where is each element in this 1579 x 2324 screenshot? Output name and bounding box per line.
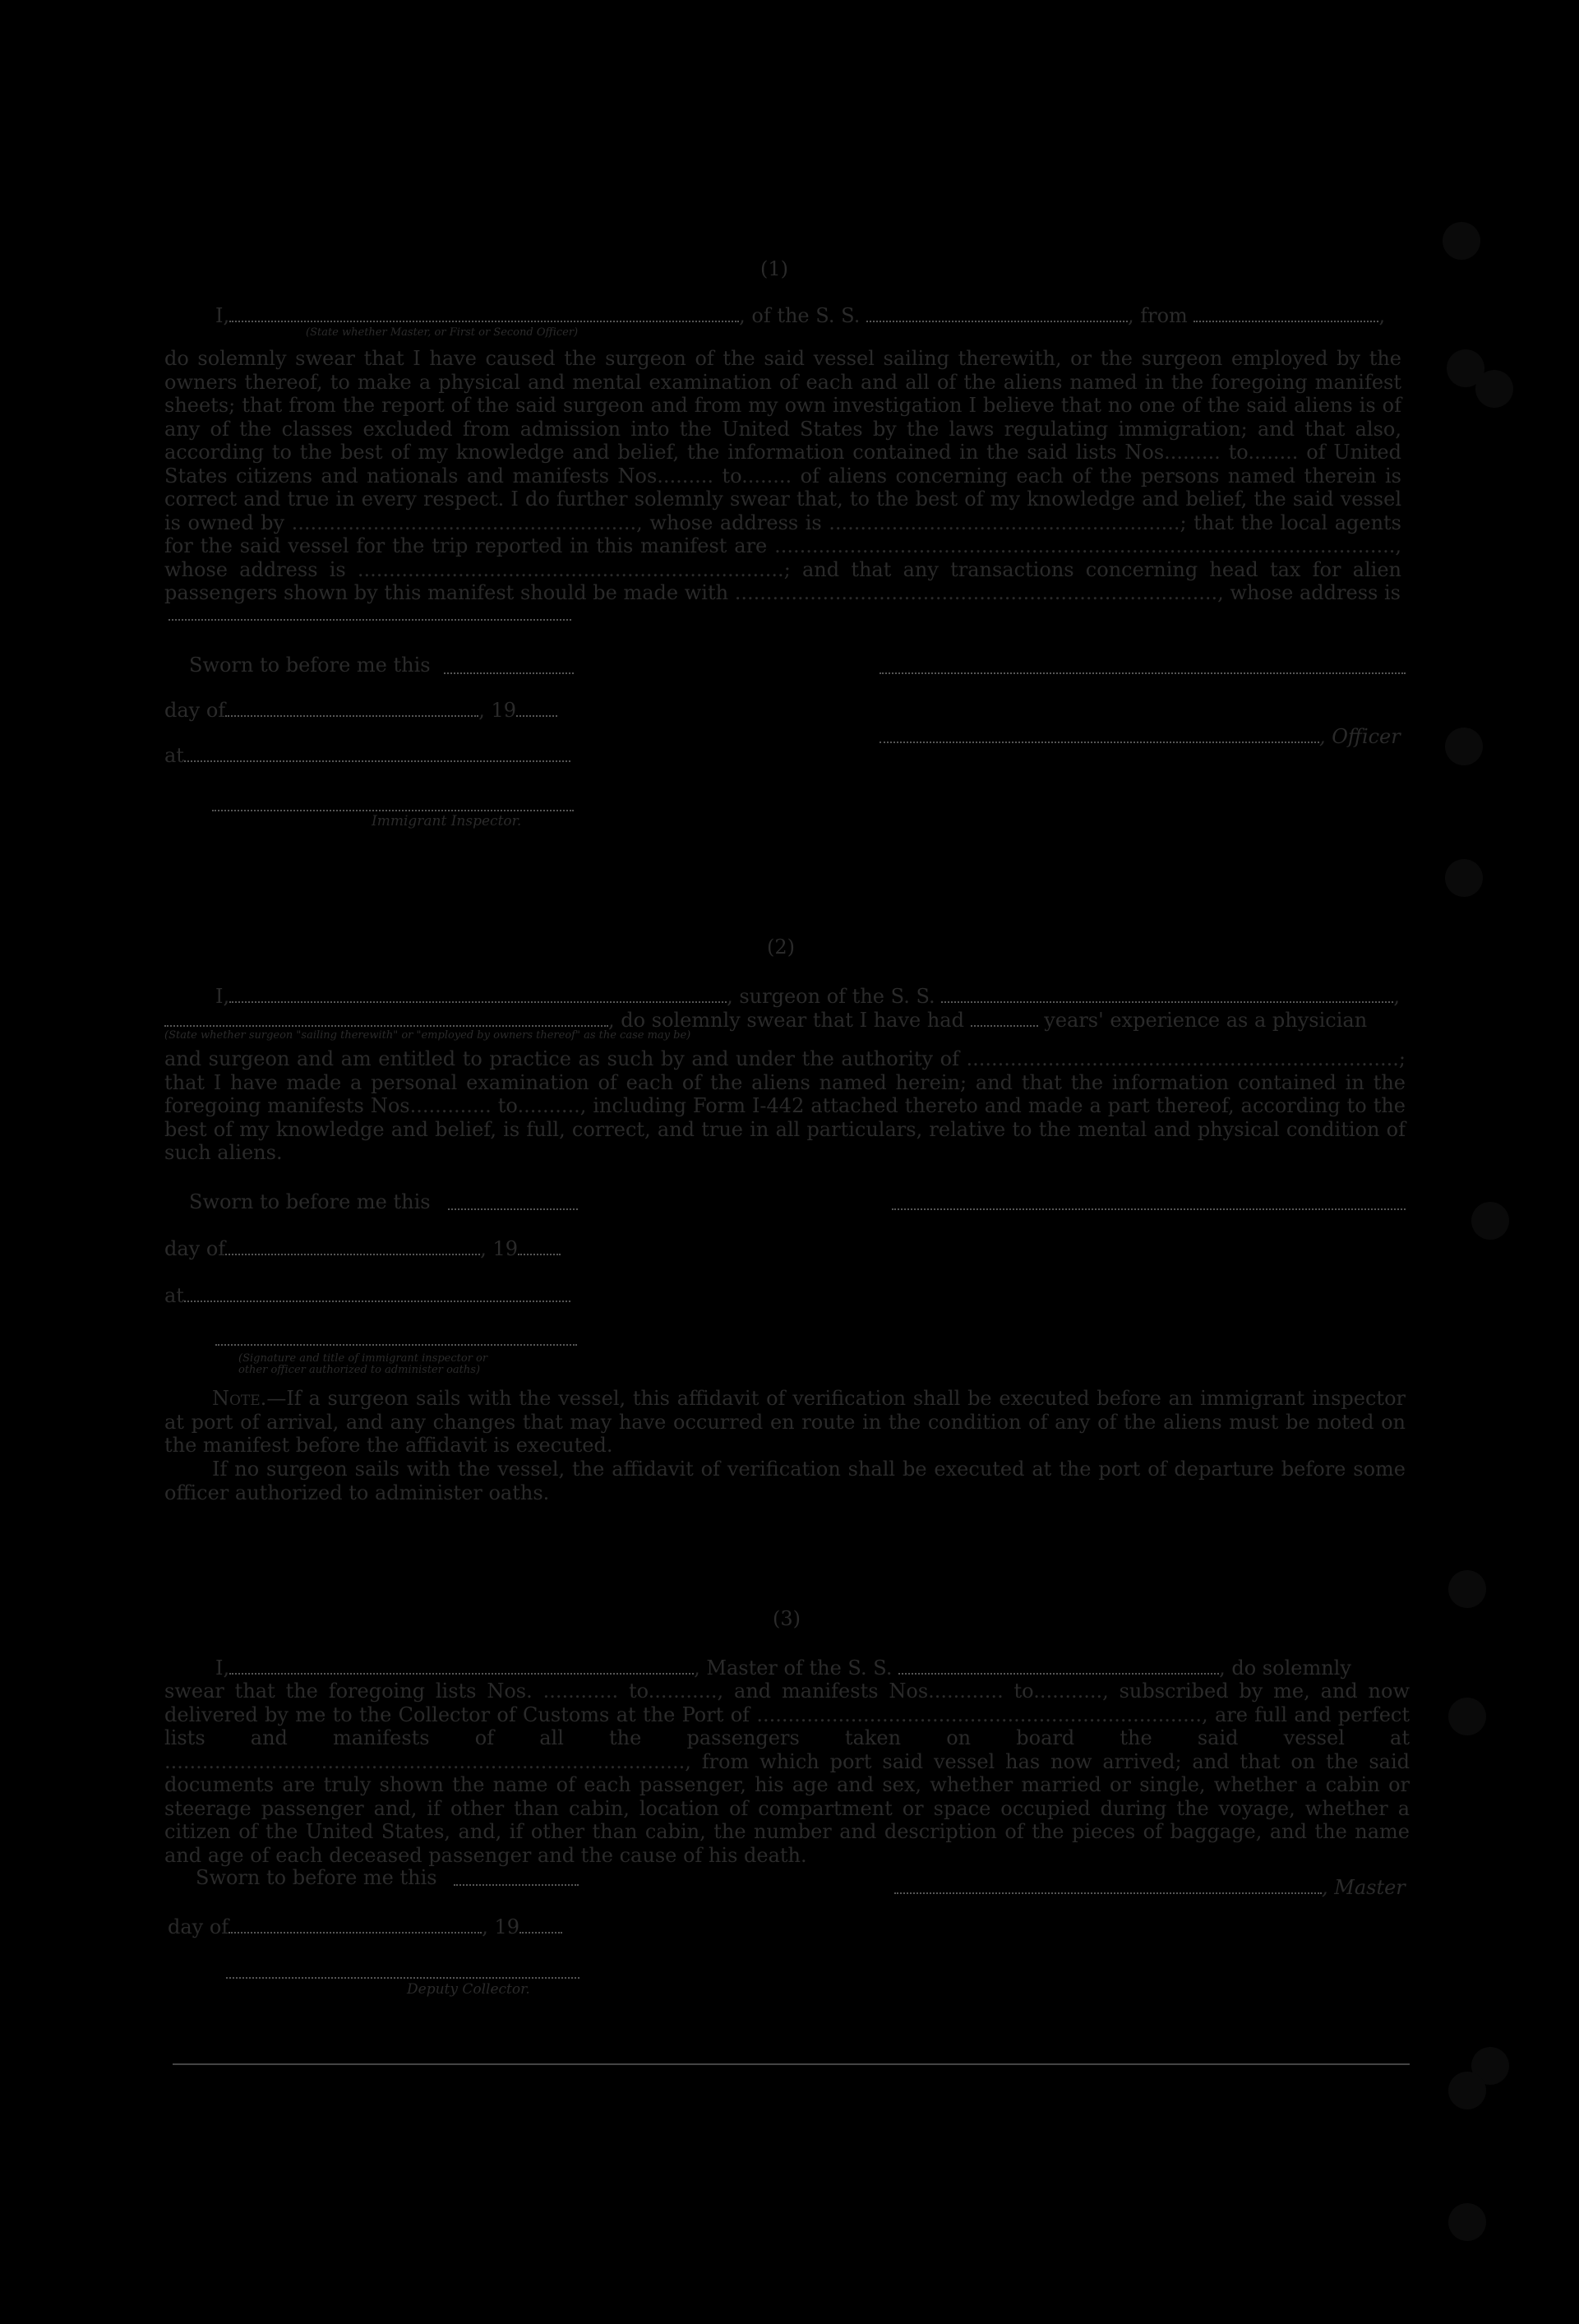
section-number: (1) <box>760 257 788 280</box>
surgeon-hint: (State whether surgeon "sailing therewith" or "employed by owners thereof" as the case may be) <box>164 1029 691 1042</box>
signature-line <box>892 1208 1406 1210</box>
section-number: (2) <box>767 936 795 959</box>
blank-line <box>454 1884 579 1886</box>
section-number: (3) <box>773 1607 801 1630</box>
bottom-rule <box>173 2063 1410 2065</box>
officer-signature: , Officer <box>880 725 1401 748</box>
day-of-label: day of , 19 <box>168 1915 562 1938</box>
sworn-label: Sworn to before me this <box>196 1866 437 1889</box>
punch-hole <box>1445 728 1483 765</box>
at-label: at <box>164 744 570 767</box>
punch-hole <box>1448 1698 1486 1735</box>
sworn-label: Sworn to before me this <box>189 1190 431 1213</box>
section1-oath-text: do solemnly swear that I have caused the surgeon of the said vessel sailing therewith, or the surgeon employed by the owners thereof, to make a physical and mental examination of each and all of the aliens named in the foregoing manifest sheets; that from the report of the said surgeon and from my own investigation I believe that no one of the said aliens is of any of the classes excluded from admission into the United States by the laws regulating immigration; and that also, according to the best of my knowledge and belief, the information contained in the said lists Nos......... to........ of United States citizens and nationals and manifests Nos......... to........ of aliens concerning each of the persons named therein is correct and true in every respect. I do further solemnly swear that, to the best of my knowledge and belief, the said vessel is owned by ......................................................., whose address is ........................................................; that the local agents for the said vessel for the trip reported in this manifest are ..................................................................................................., whose address is ....................................................................; and that any transactions concerning head tax for alien passengers shown by this manifest should be made with ............................................................................., whose address is <box>164 347 1401 604</box>
punch-hole <box>1445 859 1483 897</box>
section2-oath-text: and surgeon and am entitled to practice as such by and under the authority of .....................................................................; that I have made a personal examination of each of the aliens named herein; and that the information contained in the foregoing manifests Nos............. to.........., including Form I-442 attached thereto and made a part thereof, according to the best of my knowledge and belief, is full, correct, and true in all particulars, relative to the mental and physical condition of such aliens. <box>164 1047 1406 1164</box>
day-of-label: day of , 19 <box>164 1237 561 1260</box>
note-paragraph: Note.—If a surgeon sails with the vessel, this affidavit of verification shall be executed before an immigrant inspector at port of arrival, and any changes that may have occurred en route in the condition of any of the aliens must be noted on the manifest before the affidavit is executed. <box>164 1387 1406 1457</box>
blank-line <box>444 672 574 674</box>
punch-hole <box>1471 1202 1509 1240</box>
inspector-signature-line <box>212 810 574 811</box>
note-label: Note. <box>212 1387 267 1410</box>
section2-second-line: , do solemnly swear that I have had years' experience as a physician <box>164 1009 1367 1032</box>
signature-hint: other officer authorized to administer oaths) <box>238 1364 481 1376</box>
deputy-caption: Deputy Collector. <box>407 1981 530 1998</box>
inspector-signature-line <box>215 1344 577 1346</box>
signature-hint: (Signature and title of immigrant inspector or <box>238 1352 488 1365</box>
note-paragraph-2: If no surgeon sails with the vessel, the affidavit of verification shall be executed at the port of departure before some officer authorized to administer oaths. <box>164 1458 1406 1504</box>
section2-opening-line: I, , surgeon of the S. S. , <box>215 985 1400 1008</box>
section1-opening-line: I, , of the S. S. , from , <box>215 304 1386 327</box>
section3-opening-line: I, , Master of the S. S. , do solemnly <box>215 1656 1351 1679</box>
collector-signature-line <box>226 1977 579 1979</box>
punch-hole <box>1475 370 1513 408</box>
blank-line <box>448 1208 578 1210</box>
inspector-caption: Immigrant Inspector. <box>372 813 522 829</box>
sworn-label: Sworn to before me this <box>189 654 431 677</box>
punch-hole <box>1448 1570 1486 1608</box>
officer-hint: (State whether Master, or First or Second Officer) <box>306 326 579 339</box>
punch-hole <box>1448 2072 1486 2109</box>
master-signature: , Master <box>894 1876 1406 1899</box>
punch-hole <box>1448 2203 1486 2241</box>
signature-line <box>880 672 1406 674</box>
punch-hole <box>1443 222 1480 260</box>
section3-oath-text: swear that the foregoing lists Nos. ............ to..........., and manifests Nos............ to..........., subscribed by me, and now delivered by me to the Collector of Customs at the Port of ......................................................................., are full and perfect lists and manifests of all the passengers taken on board the said vessel at ..................................................................................., from which port said vessel has now arrived; and that on the said documents are truly shown the name of each passenger, his age and sex, whether married or single, whether a cabin or steerage passenger and, if other than cabin, location of compartment or space occupied during the voyage, whether a citizen of the United States, and, if other than cabin, the number and description of the pieces of baggage, and the name and age of each deceased passenger and the cause of his death. <box>164 1679 1410 1867</box>
day-of-label: day of , 19 <box>164 699 557 722</box>
at-label: at <box>164 1284 570 1307</box>
blank-line <box>169 619 571 621</box>
